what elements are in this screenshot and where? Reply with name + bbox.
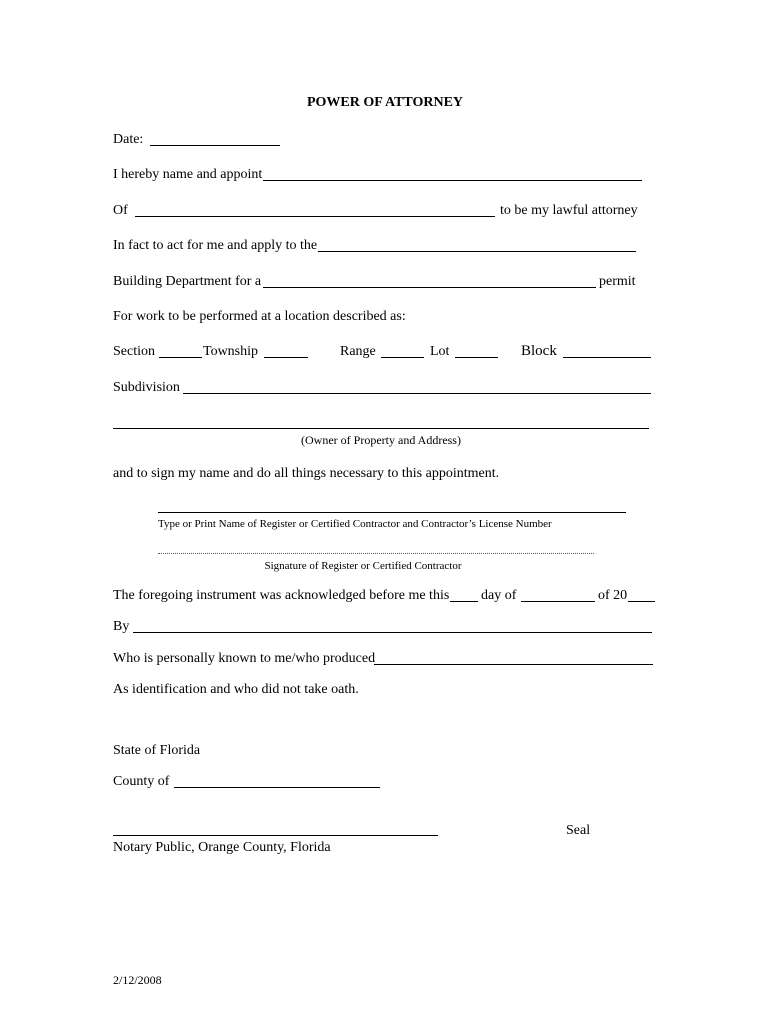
ack-year-field[interactable] [628, 601, 655, 602]
subdivision-field[interactable] [183, 393, 651, 394]
appointee-name-field[interactable] [263, 180, 642, 181]
notary-signature-field[interactable] [113, 835, 438, 836]
seal-label: Seal [566, 823, 591, 838]
identification-field[interactable] [374, 664, 653, 665]
ack-day-field[interactable] [450, 601, 478, 602]
contractor-signature-field[interactable] [158, 553, 594, 554]
known-label: Who is personally known to me/who produced [113, 651, 376, 666]
by-label: By [113, 619, 130, 634]
block-field[interactable] [563, 357, 651, 358]
subdivision-label: Subdivision [113, 380, 180, 395]
contractor-signature-caption: Signature of Register or Certified Contractor [264, 560, 462, 572]
footer-date: 2/12/2008 [113, 973, 162, 987]
section-label: Section [113, 344, 155, 359]
appointee-address-field[interactable] [135, 216, 495, 217]
apply-to-field[interactable] [318, 251, 636, 252]
state-text: State of Florida [113, 743, 201, 758]
county-field[interactable] [174, 787, 380, 788]
contractor-name-field[interactable] [158, 512, 626, 513]
township-field[interactable] [264, 357, 308, 358]
ack-month-field[interactable] [521, 601, 595, 602]
of-label: Of [113, 203, 128, 218]
permit-type-field[interactable] [263, 287, 596, 288]
ack-year-label: of 20 [598, 588, 628, 603]
page-title: POWER OF ATTORNEY [306, 95, 464, 110]
work-location-label: For work to be performed at a location described as: [113, 309, 406, 324]
block-label: Block [521, 343, 557, 359]
lawful-attorney-label: to be my lawful attorney [500, 203, 638, 218]
owner-caption: (Owner of Property and Address) [301, 433, 461, 447]
owner-field[interactable] [113, 428, 649, 429]
in-fact-label: In fact to act for me and apply to the [113, 238, 318, 253]
range-field[interactable] [381, 357, 424, 358]
appoint-label: I hereby name and appoint [113, 167, 263, 182]
contractor-name-caption: Type or Print Name of Register or Certified Contractor and Contractor’s License Number [158, 518, 552, 530]
date-label: Date: [113, 132, 144, 147]
ack-day-label: day of [481, 588, 517, 603]
ack-text: The foregoing instrument was acknowledged before me this [113, 588, 450, 603]
range-label: Range [340, 344, 376, 359]
lot-field[interactable] [455, 357, 498, 358]
permit-label: permit [599, 274, 636, 289]
county-label: County of [113, 774, 170, 789]
building-dept-label: Building Department for a [113, 274, 262, 289]
date-field[interactable] [150, 145, 280, 146]
identification-text: As identification and who did not take oath. [113, 682, 359, 697]
sign-statement: and to sign my name and do all things necessary to this appointment. [113, 466, 500, 481]
lot-label: Lot [430, 344, 450, 359]
section-field[interactable] [159, 357, 202, 358]
notary-caption: Notary Public, Orange County, Florida [113, 840, 331, 855]
township-label: Township [203, 344, 259, 359]
by-field[interactable] [133, 632, 652, 633]
